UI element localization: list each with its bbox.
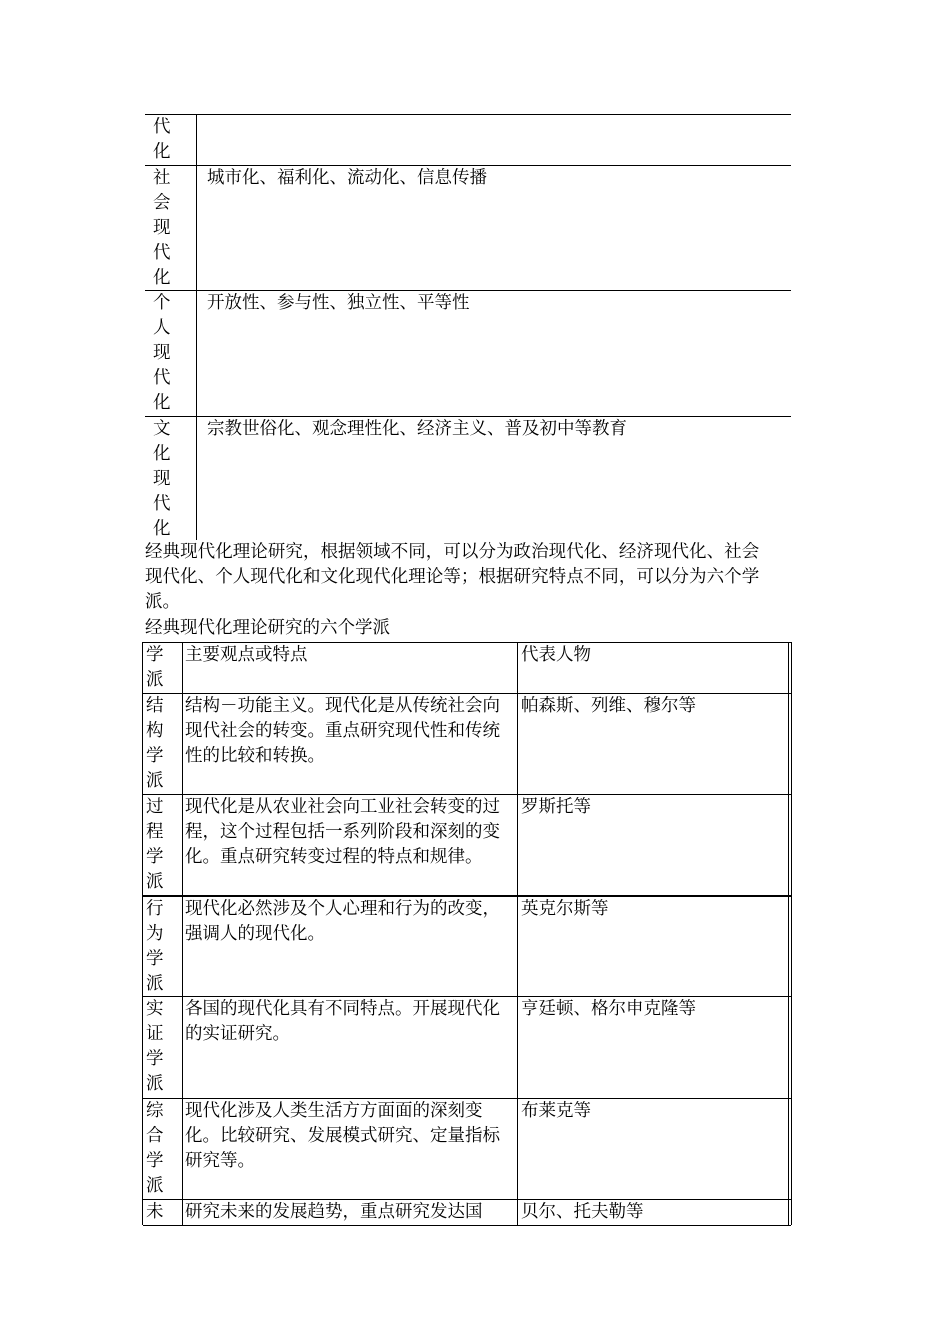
six-schools-table [142,642,792,1225]
column-header-school: 学 派 [143,643,183,693]
people-cell: 贝尔、托夫勒等 [521,1202,644,1222]
column-header-people: 代表人物 [521,645,591,665]
school-cell: 行 为 学 派 [143,897,183,996]
people-cell: 帕森斯、列维、穆尔等 [521,696,696,716]
view-cell: 研究未来的发展趋势，重点研究发达国 [183,1200,518,1225]
row-content: 城市化、福利化、流动化、信息传播 [207,168,487,188]
people-cell: 亨廷顿、格尔申克隆等 [521,999,696,1019]
table-row [145,114,791,165]
row-header: 社 会 现 代 化 [145,166,197,290]
people-cell: 英克尔斯等 [521,899,609,919]
school-cell: 实 证 学 派 [143,997,183,1098]
row-header: 文 化 现 代 化 [145,417,197,540]
table-row [143,897,791,997]
row-content: 开放性、参与性、独立性、平等性 [207,293,470,313]
table-row [143,1099,791,1200]
table-header-row [143,643,791,694]
view-cell: 结构－功能主义。现代化是从传统社会向现代社会的转变。重点研究现代性和传统性的比较和转换。 [183,694,518,794]
table-row [143,795,791,897]
modernization-dimension-table [145,114,791,540]
view-cell: 现代化是从农业社会向工业社会转变的过程，这个过程包括一系列阶段和深刻的变化。重点研究转变过程的特点和规律。 [183,795,518,895]
row-content [197,115,791,165]
view-cell: 现代化涉及人类生活方方面面的深刻变化。比较研究、发展模式研究、定量指标研究等。 [183,1099,518,1199]
table-row [143,997,791,1099]
school-cell: 未 [143,1200,183,1225]
school-cell: 综 合 学 派 [143,1099,183,1199]
column-header-view: 主要观点或特点 [183,643,518,693]
row-header: 个 人 现 代 化 [145,291,197,416]
table-row [143,694,791,795]
school-cell: 结 构 学 派 [143,694,183,794]
school-cell: 过 程 学 派 [143,795,183,895]
people-cell: 罗斯托等 [521,797,591,817]
view-cell: 现代化必然涉及个人心理和行为的改变，强调人的现代化。 [183,897,518,996]
body-paragraph: 经典现代化理论研究，根据领域不同，可以分为政治现代化、经济现代化、社会 现代化、个人现代化和文化现代化理论等；根据研究特点不同，可以分为六个学 派。 [145,542,760,612]
table-row [145,165,791,290]
row-content: 宗教世俗化、观念理性化、经济主义、普及初中等教育 [207,419,627,439]
people-cell: 布莱克等 [521,1101,591,1121]
table-row [145,290,791,416]
table-row [143,1200,791,1226]
table-row [145,416,791,540]
view-cell: 各国的现代化具有不同特点。开展现代化的实证研究。 [183,997,518,1098]
table-caption: 经典现代化理论研究的六个学派 [145,618,390,638]
row-header: 代 化 [145,115,197,165]
